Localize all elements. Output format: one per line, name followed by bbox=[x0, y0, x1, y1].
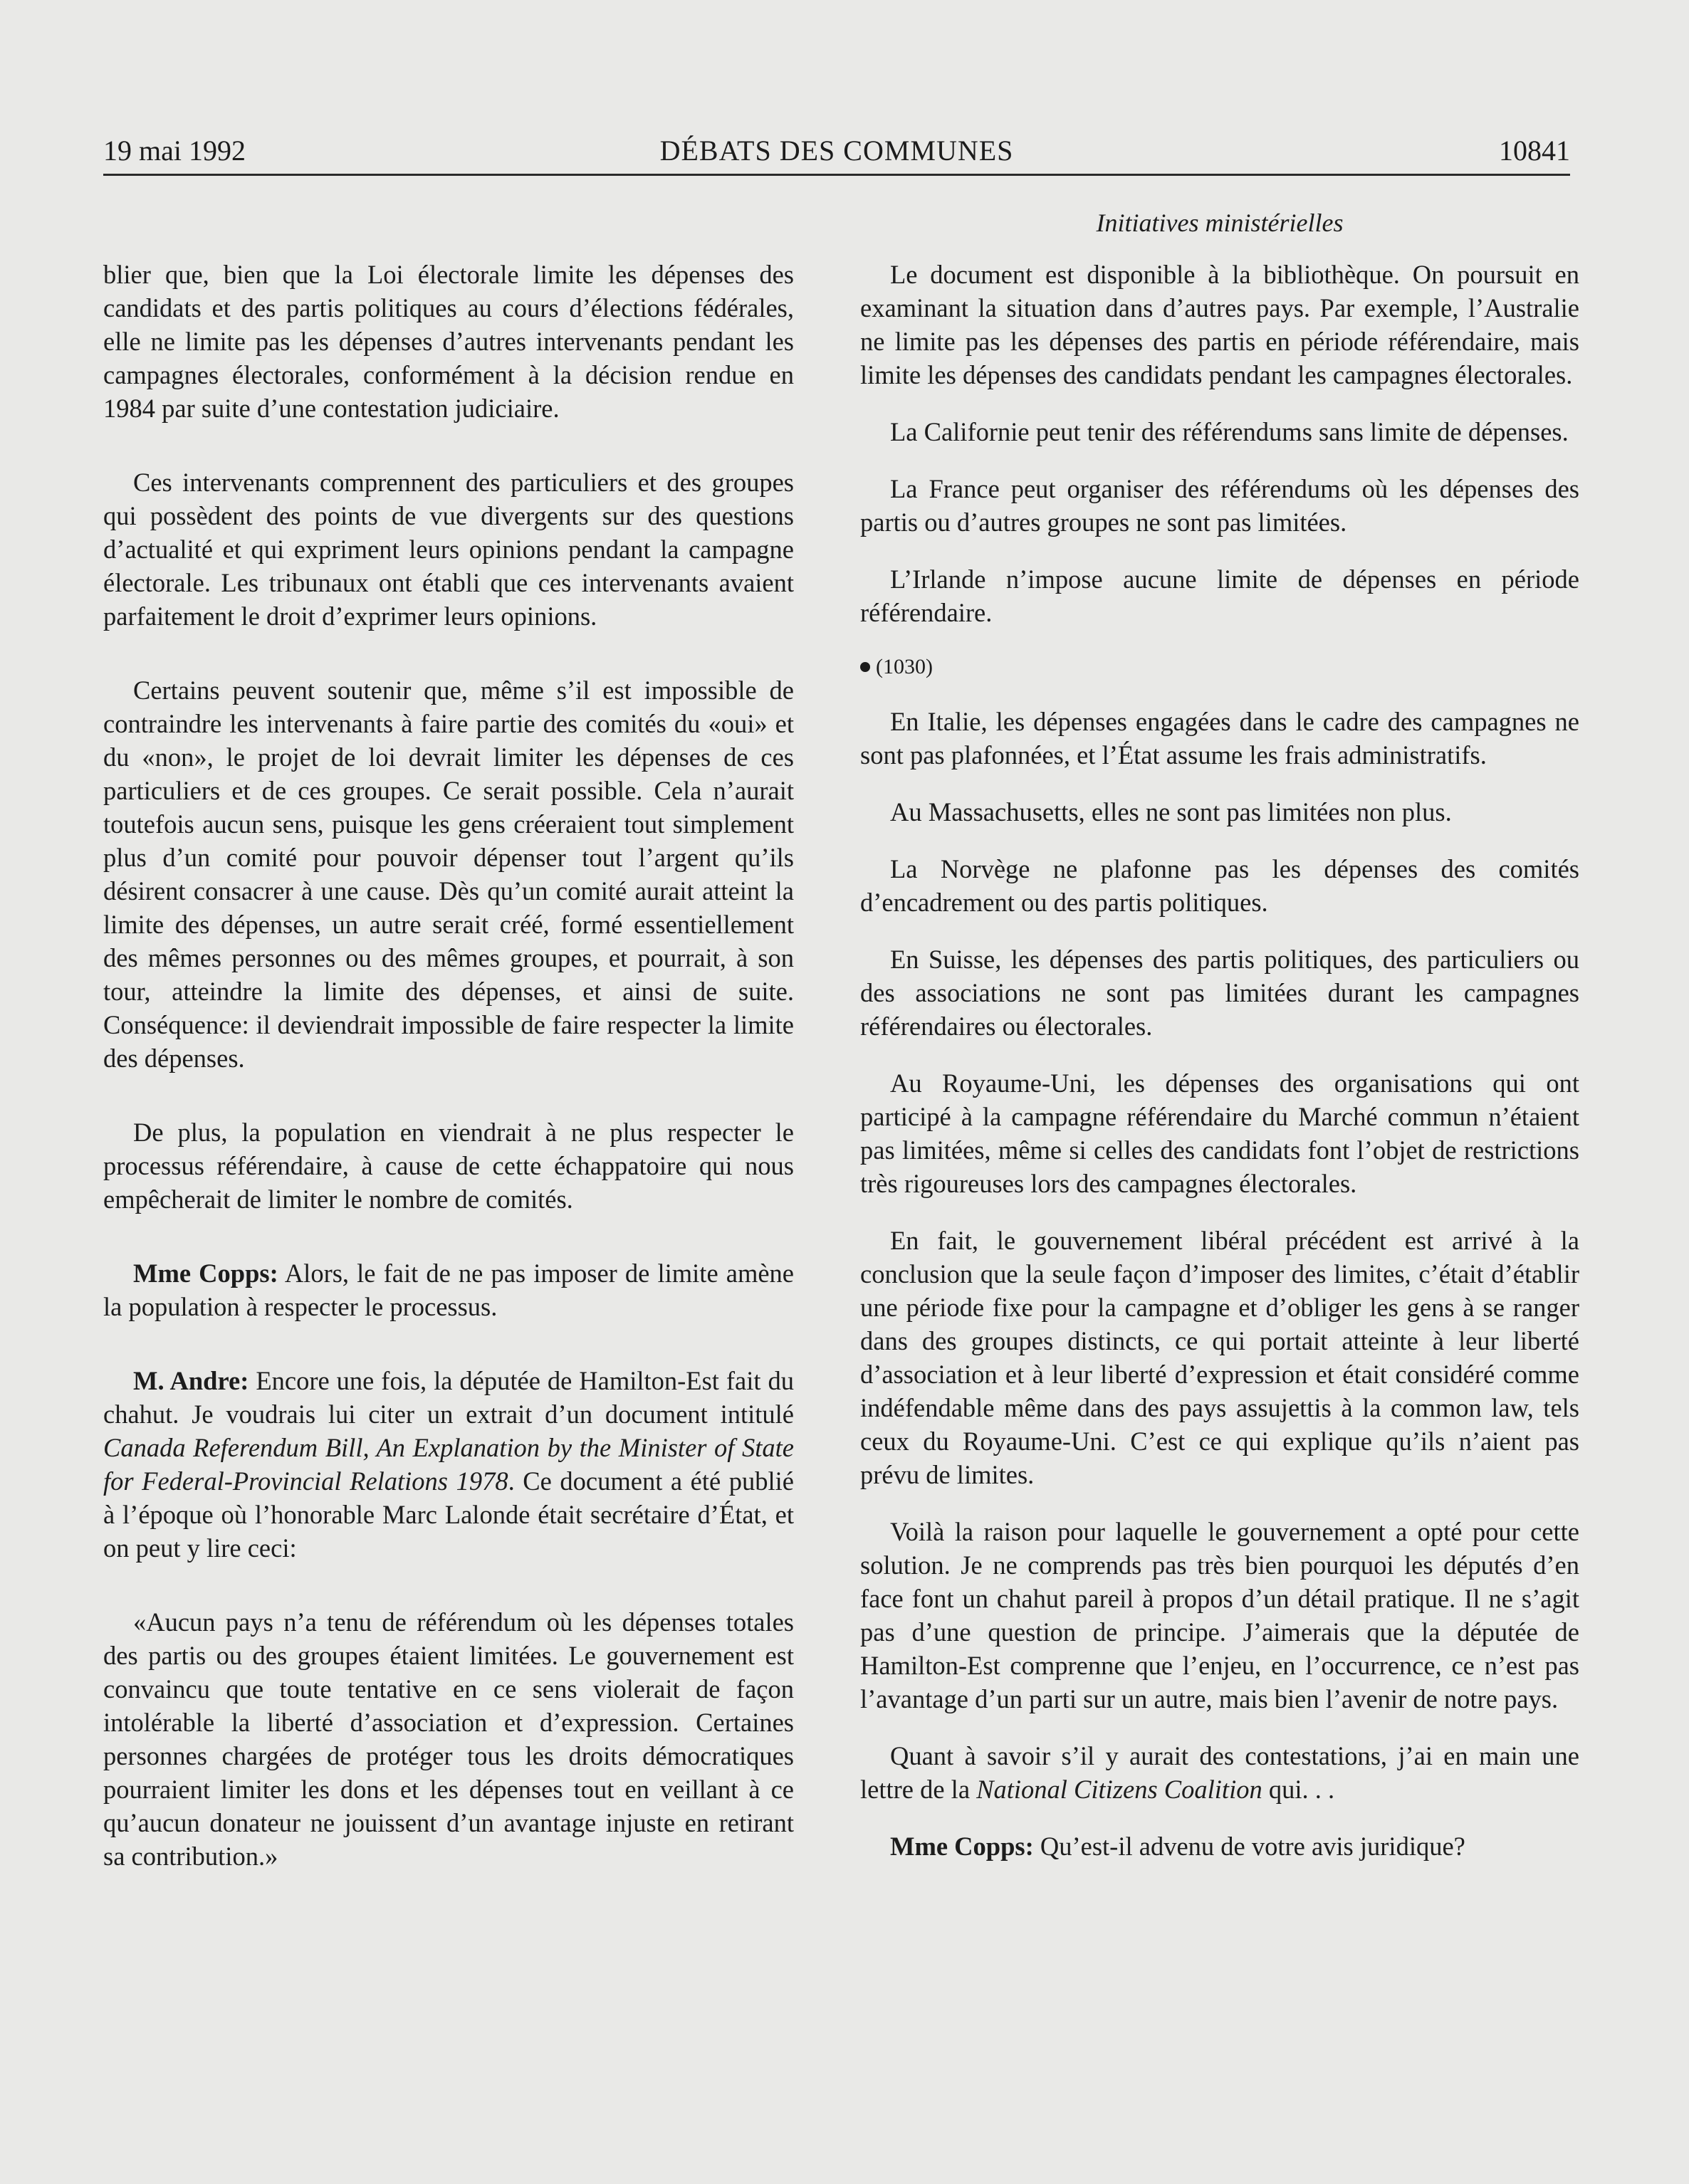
paragraph: Le document est disponible à la bibliothèque. On poursuit en examinant la situation dans d’autres pays. Par exemple, l’Australie ne limite pas les dépenses des partis en période référendaire, mais limite les dépenses des candidats pendant les campagnes électorales. bbox=[860, 260, 1579, 389]
speech-text: Encore une fois, la députée de Hamilton-Est fait du chahut. Je voudrais lui citer un extrait d’un document intitulé bbox=[103, 1366, 794, 1429]
speaker-name: Mme Copps: bbox=[890, 1832, 1034, 1861]
speech-text: Qu’est-il advenu de votre avis juridique? bbox=[1033, 1832, 1465, 1861]
speech-copps bbox=[860, 1829, 1579, 1863]
quotation: «Aucun pays n’a tenu de référendum où les dépenses totales des partis ou des groupes étaient limitées. Le gouvernement est convaincu que toute tentative en ce sens violerait de façon intolérable la liberté d’association et d’expression. Certaines personnes chargées de protéger tous les droits démocratiques pourraient limiter les dons et les dépenses tout en veillant à ce qu’aucun donateur ne jouissent d’un avantage injuste en retirant sa contribution.» bbox=[103, 1607, 794, 1871]
paragraph: La Californie peut tenir des référendums sans limite de dépenses. bbox=[890, 417, 1569, 446]
paragraph: blier que, bien que la Loi électorale limite les dépenses des candidats et des partis politiques au cours d’élections fédérales, elle ne limite pas les dépenses d’autres intervenants pendant les campagnes électorales, conformément à la décision rendue en 1984 par suite d’une contestation judiciaire. bbox=[103, 260, 794, 423]
paragraph bbox=[860, 1739, 1579, 1806]
document-title: Canada Referendum Bill, An Explanation by the Minister of State for Federal-Provincial Relations 1978 bbox=[103, 1433, 794, 1496]
speech-text: . Ce document a été publié à l’époque où l’honorable Marc Lalonde était secrétaire d’État, et on peut y lire ceci: bbox=[103, 1466, 795, 1563]
speech-text: Alors, le fait de ne pas imposer de limite amène la population à respecter le processus. bbox=[103, 1259, 794, 1321]
paragraph-text: Quant à savoir s’il y aurait des contestations, j’ai en main une lettre de la bbox=[860, 1741, 1579, 1804]
header-title: DÉBATS DES COMMUNES bbox=[659, 135, 1014, 167]
time-marker-label: (1030) bbox=[876, 655, 933, 678]
time-marker bbox=[860, 653, 1579, 681]
paragraph: Au Massachusetts, elles ne sont pas limitées non plus. bbox=[890, 797, 1452, 826]
left-column bbox=[103, 258, 794, 1873]
page-header bbox=[103, 134, 1570, 176]
speaker-name: Mme Copps: bbox=[133, 1259, 278, 1288]
speech-copps bbox=[103, 1256, 794, 1323]
paragraph: Au Royaume-Uni, les dépenses des organisations qui ont participé à la campagne référendaire du Marché commun n’étaient pas limitées, même si celles des candidats font l’objet de restrictions très rigoureuses lors des campagnes électorales. bbox=[860, 1069, 1579, 1198]
paragraph: La France peut organiser des référendums où les dépenses des partis ou d’autres groupes ne sont pas limitées. bbox=[860, 474, 1579, 537]
paragraph: Voilà la raison pour laquelle le gouvernement a opté pour cette solution. Je ne comprends pas très bien pourquoi les députés d’en face font un chahut pareil à propos d’un détail pratique. Il ne s’agit pas d’une question de principe. J’aimerais que la députée de Hamilton-Est comprenne que l’enjeu, en l’occurrence, ce n’est pas l’avantage d’un parti sur un autre, mais bien l’avenir de notre pays. bbox=[860, 1517, 1579, 1713]
paragraph: Certains peuvent soutenir que, même s’il est impossible de contraindre les intervenants à faire partie des comités du «oui» et du «non», le projet de loi devrait limiter les dépenses de ces particuliers et de ces groupes. Ce serait possible. Cela n’aurait toutefois aucun sens, puisque les gens créeraient tout simplement plus d’un comité pour pouvoir dépenser tout l’argent qu’ils désirent consacrer à une cause. Dès qu’un comité aurait atteint la limite des dépenses, un autre serait créé, formé essentiellement des mêmes personnes ou des mêmes groupes, et pourrait, à son tour, atteindre la limite des dépenses, et ainsi de suite. Conséquence: il deviendrait impossible de faire respecter la limite des dépenses. bbox=[103, 676, 794, 1073]
bullet-icon bbox=[860, 662, 870, 672]
speaker-name: M. Andre: bbox=[133, 1366, 249, 1395]
speech-andre bbox=[103, 1364, 794, 1565]
section-title: Initiatives ministérielles bbox=[1096, 209, 1344, 237]
paragraph: L’Irlande n’impose aucune limite de dépenses en période référendaire. bbox=[860, 565, 1579, 627]
paragraph: En Suisse, les dépenses des partis politiques, des particuliers ou des associations ne sont pas limitées durant les campagnes référendaires ou électorales. bbox=[860, 945, 1579, 1041]
paragraph: En Italie, les dépenses engagées dans le cadre des campagnes ne sont pas plafonnées, et l’État assume les frais administratifs. bbox=[860, 707, 1579, 770]
header-page-number: 10841 bbox=[1499, 135, 1570, 167]
organization-name: National Citizens Coalition bbox=[976, 1775, 1262, 1804]
paragraph: En fait, le gouvernement libéral précédent est arrivé à la conclusion que la seule façon d’imposer des limites, c’était d’établir une période fixe pour la campagne et d’obliger les gens à se ranger dans des groupes distincts, ce qui portait atteinte à leur liberté d’association et à leur liberté d’expression et était considéré comme indéfendable même dans des pays assujettis à la common law, tels ceux du Royaume-Uni. C’est ce qui explique qu’ils n’aient pas prévu de limites. bbox=[860, 1226, 1579, 1489]
paragraph: Ces intervenants comprennent des particuliers et des groupes qui possèdent des points de vue divergents sur des questions d’actualité et qui expriment leurs opinions pendant la campagne électorale. Les tribunaux ont établi que ces intervenants avaient parfaitement le droit d’exprimer leurs opinions. bbox=[103, 468, 794, 631]
paragraph-text: qui. . . bbox=[1262, 1775, 1335, 1804]
right-column bbox=[860, 258, 1579, 1863]
paragraph: La Norvège ne plafonne pas les dépenses des comités d’encadrement ou des partis politiques. bbox=[860, 854, 1579, 917]
header-date: 19 mai 1992 bbox=[103, 135, 246, 167]
paragraph: De plus, la population en viendrait à ne plus respecter le processus référendaire, à cause de cette échappatoire qui nous empêcherait de limiter le nombre de comités. bbox=[103, 1118, 794, 1214]
